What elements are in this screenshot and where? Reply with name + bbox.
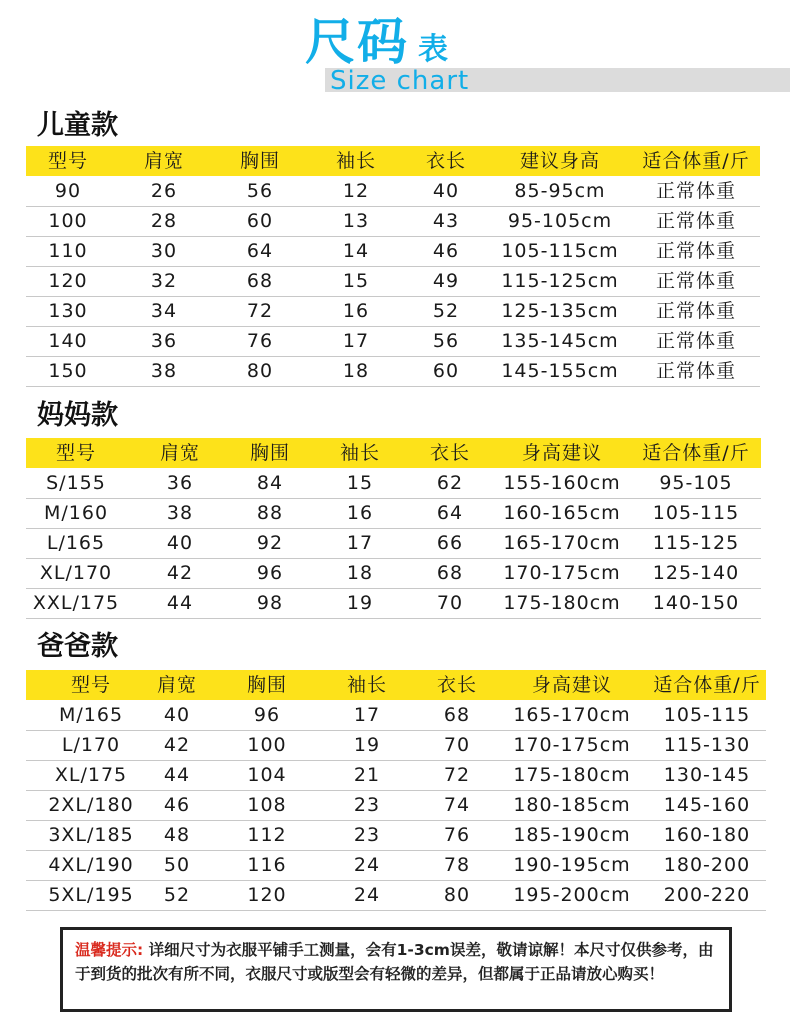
table-cell: 98 xyxy=(256,592,284,614)
table-header-cell: 身高建议 xyxy=(521,442,602,464)
table-row xyxy=(26,206,760,237)
page-subtitle: Size chart xyxy=(330,66,470,96)
table-row xyxy=(26,498,761,529)
table-cell: 56 xyxy=(432,330,460,352)
page-title: 尺码 xyxy=(305,13,409,71)
table-cell: 160-165cm xyxy=(503,502,621,524)
table-cell: 正常体重 xyxy=(655,210,736,232)
table-cell: 112 xyxy=(247,824,287,846)
table-cell: 145-160 xyxy=(663,794,751,816)
table-cell: 12 xyxy=(342,180,370,202)
table-row xyxy=(26,266,760,297)
table-cell: 115-130 xyxy=(663,734,751,756)
page-header xyxy=(0,0,790,110)
table-cell: 95-105cm xyxy=(507,210,613,232)
table-header-cell: 胸围 xyxy=(239,150,280,172)
table-cell: 16 xyxy=(342,300,370,322)
table-header-cell: 适合体重/斤 xyxy=(653,674,761,696)
table-row xyxy=(26,850,766,881)
table-cell: 46 xyxy=(432,240,460,262)
table-cell: 17 xyxy=(353,704,381,726)
size-table-dad xyxy=(26,670,766,910)
table-cell: 105-115cm xyxy=(501,240,619,262)
table-cell: 3XL/185 xyxy=(48,824,134,846)
table-cell: 74 xyxy=(443,794,471,816)
table-header-cell: 袖长 xyxy=(346,674,387,696)
table-cell: 正常体重 xyxy=(655,330,736,352)
table-cell: 84 xyxy=(256,472,284,494)
table-cell: 78 xyxy=(443,854,471,876)
table-header-cell: 肩宽 xyxy=(156,674,197,696)
table-cell: 125-140 xyxy=(652,562,740,584)
table-cell: 正常体重 xyxy=(655,360,736,382)
table-cell: 38 xyxy=(150,360,178,382)
table-cell: 170-175cm xyxy=(513,734,631,756)
table-cell: 66 xyxy=(436,532,464,554)
table-cell: 90 xyxy=(54,180,82,202)
table-cell: 130 xyxy=(48,300,88,322)
table-cell: 50 xyxy=(163,854,191,876)
table-cell: 64 xyxy=(246,240,274,262)
table-cell: 正常体重 xyxy=(655,180,736,202)
table-cell: 38 xyxy=(166,502,194,524)
table-cell: 34 xyxy=(150,300,178,322)
table-cell: 125-135cm xyxy=(501,300,619,322)
table-cell: 正常体重 xyxy=(655,240,736,262)
table-cell: XL/170 xyxy=(39,562,113,584)
table-header-row xyxy=(26,146,760,176)
table-cell: S/155 xyxy=(46,472,106,494)
table-cell: 185-190cm xyxy=(513,824,631,846)
table-cell: M/160 xyxy=(43,502,109,524)
table-cell: 15 xyxy=(342,270,370,292)
table-cell: 180-185cm xyxy=(513,794,631,816)
table-cell: 104 xyxy=(247,764,287,786)
table-cell: 85-95cm xyxy=(514,180,606,202)
table-cell: 2XL/180 xyxy=(48,794,134,816)
table-cell: 49 xyxy=(432,270,460,292)
table-cell: 52 xyxy=(163,884,191,906)
table-cell: 17 xyxy=(342,330,370,352)
table-cell: 24 xyxy=(353,884,381,906)
table-row xyxy=(26,730,766,761)
table-cell: 155-160cm xyxy=(503,472,621,494)
table-cell: 15 xyxy=(346,472,374,494)
table-header-cell: 身高建议 xyxy=(531,674,612,696)
table-cell: 42 xyxy=(166,562,194,584)
table-cell: 23 xyxy=(353,794,381,816)
table-header-cell: 胸围 xyxy=(249,442,290,464)
table-cell: 68 xyxy=(443,704,471,726)
table-cell: 30 xyxy=(150,240,178,262)
table-cell: 76 xyxy=(443,824,471,846)
table-row xyxy=(26,760,766,791)
table-cell: 115-125 xyxy=(652,532,740,554)
table-cell: 4XL/190 xyxy=(48,854,134,876)
section-title-mom: 妈妈款 xyxy=(37,400,118,431)
notice-box xyxy=(60,927,732,1012)
table-header-cell: 胸围 xyxy=(246,674,287,696)
table-row xyxy=(26,558,761,589)
table-cell: 96 xyxy=(253,704,281,726)
table-row xyxy=(26,296,760,327)
table-cell: 52 xyxy=(432,300,460,322)
table-cell: 105-115 xyxy=(663,704,751,726)
table-cell: 68 xyxy=(436,562,464,584)
table-cell: 43 xyxy=(432,210,460,232)
table-header-cell: 肩宽 xyxy=(143,150,184,172)
table-header-cell: 衣长 xyxy=(436,674,477,696)
table-row xyxy=(26,588,761,619)
table-header-cell: 袖长 xyxy=(339,442,380,464)
table-cell: 5XL/195 xyxy=(48,884,134,906)
table-cell: 88 xyxy=(256,502,284,524)
table-cell: 150 xyxy=(48,360,88,382)
table-cell: 68 xyxy=(246,270,274,292)
table-cell: 46 xyxy=(163,794,191,816)
table-header-cell: 型号 xyxy=(47,150,88,172)
table-cell: 190-195cm xyxy=(513,854,631,876)
table-cell: 120 xyxy=(48,270,88,292)
table-row xyxy=(26,820,766,851)
table-cell: 130-145 xyxy=(663,764,751,786)
table-header-cell: 适合体重/斤 xyxy=(642,150,750,172)
table-cell: 80 xyxy=(246,360,274,382)
table-cell: 42 xyxy=(163,734,191,756)
table-cell: 80 xyxy=(443,884,471,906)
table-cell: 116 xyxy=(247,854,287,876)
table-cell: 40 xyxy=(432,180,460,202)
table-cell: 正常体重 xyxy=(655,300,736,322)
table-cell: M/165 xyxy=(58,704,124,726)
section-title-kids: 儿童款 xyxy=(37,110,118,141)
table-cell: 140 xyxy=(48,330,88,352)
table-cell: 175-180cm xyxy=(503,592,621,614)
table-header-cell: 肩宽 xyxy=(159,442,200,464)
table-row xyxy=(26,176,760,207)
table-cell: XL/175 xyxy=(54,764,128,786)
table-cell: 13 xyxy=(342,210,370,232)
table-cell: 18 xyxy=(342,360,370,382)
table-cell: 170-175cm xyxy=(503,562,621,584)
table-cell: 16 xyxy=(346,502,374,524)
notice-label: 温馨提示: xyxy=(75,941,144,959)
table-row xyxy=(26,468,761,499)
table-cell: XXL/175 xyxy=(32,592,120,614)
size-table-kids xyxy=(26,146,760,386)
table-row xyxy=(26,236,760,267)
table-cell: 105-115 xyxy=(652,502,740,524)
table-header-cell: 建议身高 xyxy=(519,150,600,172)
table-header-cell: 衣长 xyxy=(425,150,466,172)
table-cell: 36 xyxy=(166,472,194,494)
table-cell: 40 xyxy=(166,532,194,554)
table-cell: 19 xyxy=(346,592,374,614)
table-row xyxy=(26,528,761,559)
table-cell: L/170 xyxy=(61,734,121,756)
table-cell: 100 xyxy=(48,210,88,232)
page-title-suffix: 表 xyxy=(418,32,448,67)
table-cell: 44 xyxy=(166,592,194,614)
table-cell: 26 xyxy=(150,180,178,202)
table-cell: L/165 xyxy=(46,532,106,554)
table-cell: 70 xyxy=(436,592,464,614)
table-cell: 62 xyxy=(436,472,464,494)
size-table-mom xyxy=(26,438,761,618)
table-cell: 21 xyxy=(353,764,381,786)
table-cell: 19 xyxy=(353,734,381,756)
table-cell: 14 xyxy=(342,240,370,262)
table-cell: 70 xyxy=(443,734,471,756)
table-cell: 32 xyxy=(150,270,178,292)
table-cell: 200-220 xyxy=(663,884,751,906)
table-cell: 180-200 xyxy=(663,854,751,876)
table-header-cell: 型号 xyxy=(70,674,111,696)
table-row xyxy=(26,790,766,821)
table-cell: 100 xyxy=(247,734,287,756)
section-title-dad: 爸爸款 xyxy=(37,631,118,662)
table-cell: 140-150 xyxy=(652,592,740,614)
table-cell: 110 xyxy=(48,240,88,262)
table-cell: 145-155cm xyxy=(501,360,619,382)
table-cell: 28 xyxy=(150,210,178,232)
table-row xyxy=(26,356,760,387)
table-cell: 17 xyxy=(346,532,374,554)
table-cell: 92 xyxy=(256,532,284,554)
table-cell: 108 xyxy=(247,794,287,816)
table-header-cell: 型号 xyxy=(55,442,96,464)
table-cell: 135-145cm xyxy=(501,330,619,352)
table-cell: 44 xyxy=(163,764,191,786)
table-cell: 40 xyxy=(163,704,191,726)
table-cell: 24 xyxy=(353,854,381,876)
table-cell: 115-125cm xyxy=(501,270,619,292)
table-cell: 60 xyxy=(246,210,274,232)
table-header-cell: 适合体重/斤 xyxy=(642,442,750,464)
table-cell: 36 xyxy=(150,330,178,352)
table-cell: 160-180 xyxy=(663,824,751,846)
table-cell: 165-170cm xyxy=(513,704,631,726)
table-header-cell: 袖长 xyxy=(335,150,376,172)
table-cell: 165-170cm xyxy=(503,532,621,554)
table-cell: 95-105 xyxy=(659,472,733,494)
table-cell: 18 xyxy=(346,562,374,584)
table-cell: 48 xyxy=(163,824,191,846)
table-cell: 96 xyxy=(256,562,284,584)
table-cell: 23 xyxy=(353,824,381,846)
table-cell: 195-200cm xyxy=(513,884,631,906)
table-cell: 64 xyxy=(436,502,464,524)
table-cell: 120 xyxy=(247,884,287,906)
notice-text: 详细尺寸为衣服平铺手工测量，会有1-3cm误差，敬请谅解！本尺寸仅供参考，由于到货的批次有所不同，衣服尺寸或版型会有轻微的差异，但都属于正品请放心购买！ xyxy=(75,941,714,983)
table-cell: 56 xyxy=(246,180,274,202)
table-cell: 72 xyxy=(443,764,471,786)
table-row xyxy=(26,700,766,731)
table-header-row xyxy=(26,438,761,468)
table-cell: 60 xyxy=(432,360,460,382)
table-row xyxy=(26,326,760,357)
table-cell: 76 xyxy=(246,330,274,352)
table-cell: 72 xyxy=(246,300,274,322)
table-cell: 正常体重 xyxy=(655,270,736,292)
table-cell: 175-180cm xyxy=(513,764,631,786)
table-header-cell: 衣长 xyxy=(429,442,470,464)
table-row xyxy=(26,880,766,911)
table-header-row xyxy=(26,670,766,700)
